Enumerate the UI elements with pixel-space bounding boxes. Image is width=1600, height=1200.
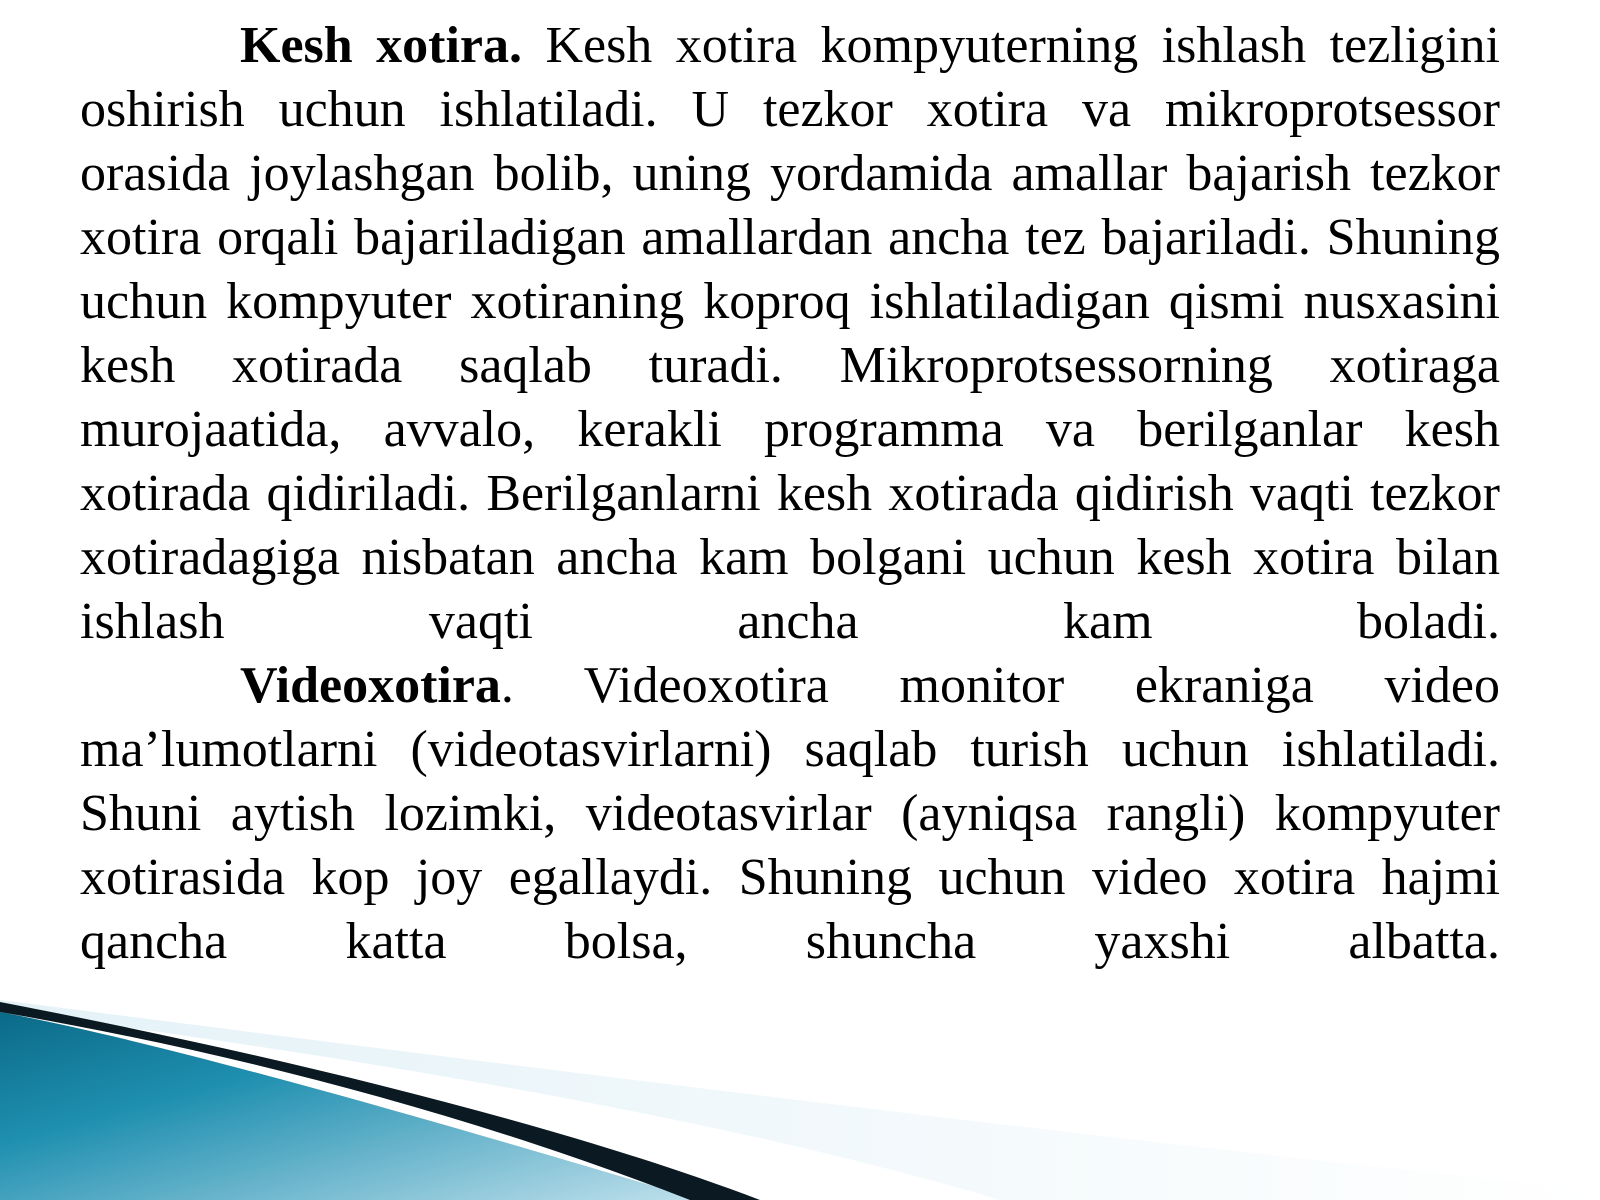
body-cache-memory: Kesh xotira kompyuterning ishlash tezligini oshirish uchun ishlatiladi. U tezkor xotira va mikroprotsessor orasida joylashgan bolib, uning yordamida amallar bajarish tezkor xotira orqali bajariladigan amallardan ancha tez bajariladi. Shuning uchun kompyuter xotiraning koproq ishlatiladigan qismi nusxasini kesh xotirada saqlab turadi. Mikroprotsessorning xotiraga murojaatida, avvalo, kerakli programma va berilganlar kesh xotirada qidiriladi. Berilganlarni kesh xotirada qidirish vaqti tezkor xotiradagiga nisbatan ancha kam bolgani uchun kesh xotira bilan ishlash vaqti ancha kam boladi. (80, 17, 1500, 650)
heading-video-memory: Videoxotira (240, 657, 501, 714)
swoosh-teal-band (0, 1012, 700, 1200)
body-video-memory: . Videoxotira monitor ekraniga video ma’lumotlarni (videotasvirlarni) saqlab turish uchun ishlatiladi. Shuni aytish lozimki, videotasvirlar (ayniqsa rangli) kompyuter xotirasida kop joy egallaydi. Shuning uchun video xotira hajmi qancha katta bolsa, shuncha yaxshi albatta. (80, 657, 1500, 970)
heading-cache-memory: Kesh xotira. (240, 17, 522, 74)
